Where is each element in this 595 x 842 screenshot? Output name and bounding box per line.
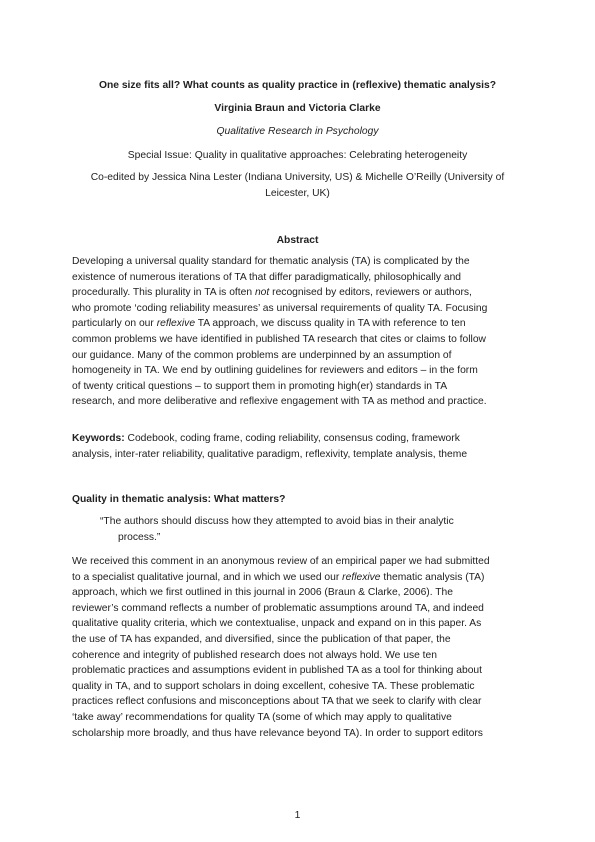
body-line: practices reflect confusions and misconceptions about TA that we seek to clarify with clear — [72, 696, 482, 708]
abstract-line: common problems we have identified in published TA research that cites or claims to follow — [72, 333, 486, 345]
abstract-line-end: TA approach, we discuss quality in TA with reference to ten — [195, 318, 466, 330]
body-paragraph — [72, 554, 524, 741]
body-line: ‘take away’ recommendations for quality TA (some of which may apply to qualitative — [72, 711, 452, 723]
abstract-line: Developing a universal quality standard for thematic analysis (TA) is complicated by the — [72, 256, 470, 267]
abstract-line — [72, 316, 524, 332]
body-line: reviewer’s command reflects a number of problematic assumptions around TA, and indeed — [72, 602, 484, 614]
keywords — [72, 431, 524, 462]
abstract-line: existence of numerous iterations of TA that differ paradigmatically, philosophically and — [72, 271, 462, 283]
section-heading: Quality in thematic analysis: What matters? — [72, 494, 286, 505]
body-line: approach, which we first outlined in this journal in 2006 (Braun & Clarke, 2006). The — [72, 587, 454, 599]
body-line-start: to a specialist qualitative journal, and in which we used our — [72, 571, 343, 583]
abstract-line: who promote ‘coding reliability measures’ as universal requirements of quality TA. Focusing — [72, 302, 488, 314]
abstract-line-end: recognised by editors, reviewers or authors, — [269, 287, 472, 299]
keywords-line-2: analysis, inter-rater reliability, qualitative paradigm, reflexivity, template analysis, theme — [72, 448, 468, 460]
body-line: coherence and integrity of published research does not always hold. We use ten — [72, 649, 438, 661]
coeditors-line-2: Leicester, UK) — [265, 187, 330, 199]
body-line — [72, 570, 524, 586]
abstract-line: our guidance. Many of the common problems are underpinned by an assumption of — [72, 349, 452, 361]
emphasis-not: not — [254, 287, 270, 299]
journal-name: Qualitative Research in Psychology — [216, 126, 379, 137]
keywords-label: Keywords: — [72, 433, 125, 444]
abstract-text — [72, 254, 524, 410]
emphasis-reflexive: reflexive — [156, 318, 196, 330]
abstract-heading: Abstract — [276, 235, 319, 246]
keywords-line-1 — [72, 431, 524, 447]
abstract-line — [72, 285, 524, 301]
reviewer-quote — [100, 514, 510, 545]
emphasis-reflexive: reflexive — [342, 571, 381, 583]
quote-line-1: “The authors should discuss how they attempted to avoid bias in their analytic — [100, 516, 454, 527]
body-line: problematic practices and assumptions evident in published TA as a tool for thinking about — [72, 665, 483, 677]
coeditors-line-1: Co-edited by Jessica Nina Lester (Indiana University, US) & Michelle O’Reilly (University of — [90, 172, 505, 183]
body-line: qualitative quality criteria, which we contextualise, unpack and expand on in this paper. As — [72, 618, 482, 630]
abstract-line-start: particularly on our — [72, 318, 157, 330]
paper-authors: Virginia Braun and Victoria Clarke — [214, 103, 381, 114]
abstract-line: of twenty critical questions – to support them in promoting high(er) standards in TA — [72, 380, 448, 392]
keywords-list: Codebook, coding frame, coding reliability, consensus coding, framework — [124, 433, 460, 444]
special-issue-line: Special Issue: Quality in qualitative approaches: Celebrating heterogeneity — [127, 150, 468, 161]
abstract-line: homogeneity in TA. We end by outlining guidelines for reviewers and editors – in the form — [72, 365, 478, 377]
page-number: 1 — [294, 810, 301, 821]
coeditors — [64, 170, 531, 201]
body-line: the use of TA has expanded, and diversified, since the publication of that paper, the — [72, 633, 451, 645]
abstract-line: research, and more deliberative and reflexive engagement with TA as method and practice. — [72, 396, 487, 408]
paper-title: One size fits all? What counts as quality practice in (reflexive) thematic analysis? — [98, 80, 497, 91]
body-line: We received this comment in an anonymous review of an empirical paper we had submitted — [72, 556, 490, 567]
body-line: quality in TA, and to support scholars in doing excellent, cohesive TA. These problematic — [72, 680, 475, 692]
quote-line-2: process.” — [118, 531, 161, 543]
body-line: scholarship more broadly, and thus have relevance beyond TA). In order to support editors — [72, 727, 483, 739]
abstract-line-start: procedurally. This plurality in TA is often — [72, 287, 255, 299]
body-line-end: thematic analysis (TA) — [380, 571, 485, 583]
